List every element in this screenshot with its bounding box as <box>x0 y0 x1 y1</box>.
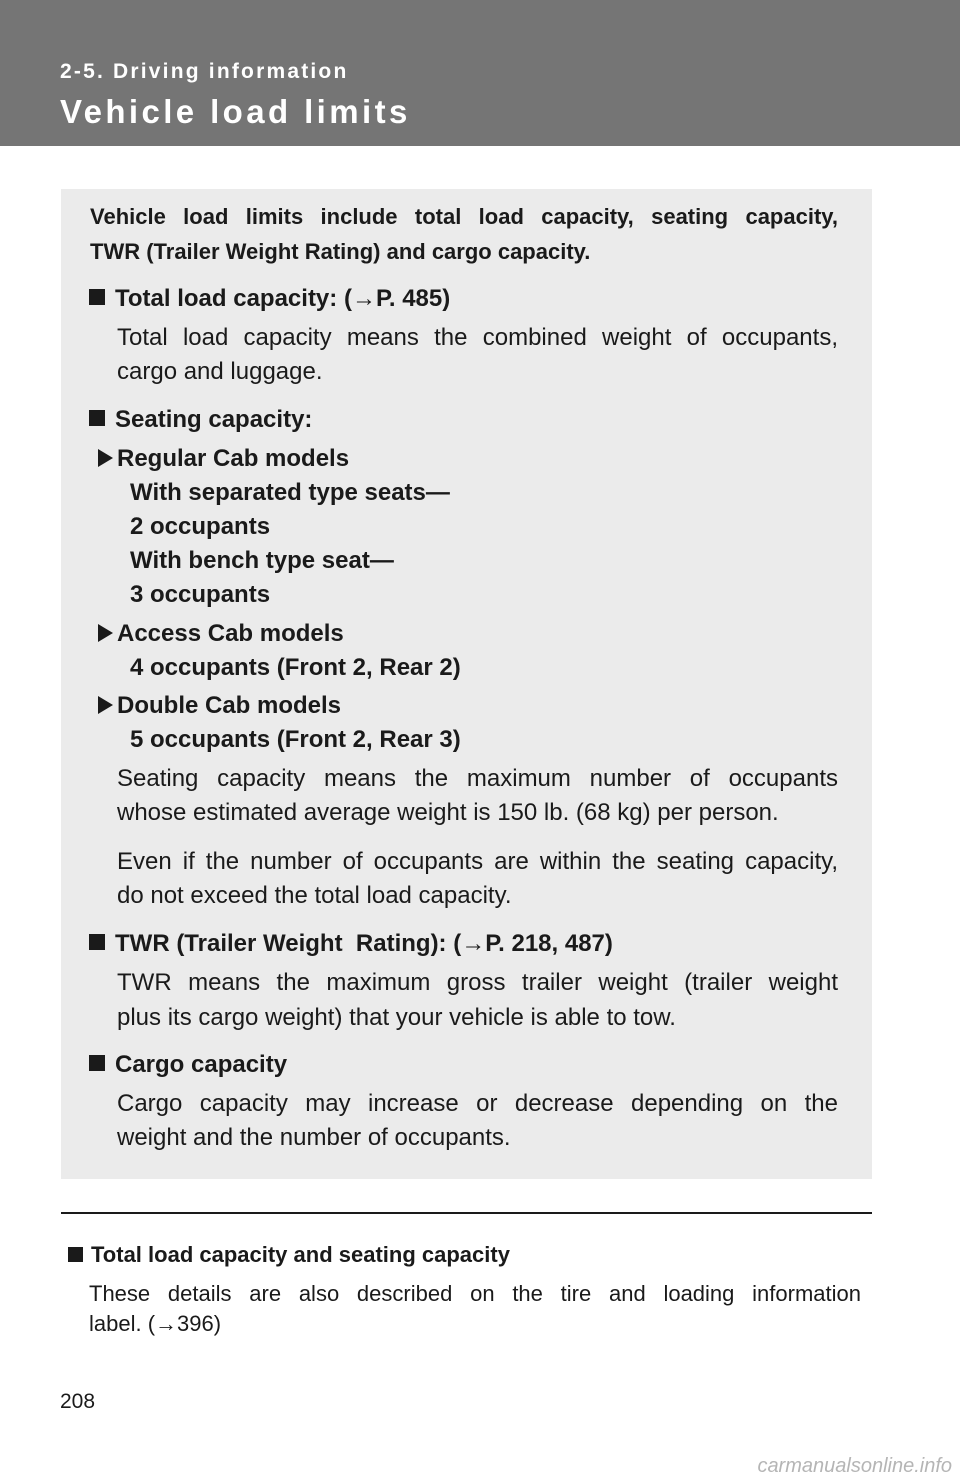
double-cab-title: Double Cab models <box>98 689 341 723</box>
chapter-header <box>0 0 960 146</box>
regular-cab-line-3: With bench type seat— <box>130 547 394 574</box>
regular-cab-line-4: 3 occupants <box>130 581 271 608</box>
section-label: 2-5. Driving information <box>60 60 349 83</box>
square-bullet-icon <box>89 1055 105 1071</box>
square-bullet-icon <box>68 1247 83 1262</box>
intro-line-2: TWR (Trailer Weight Rating) and cargo capacity. <box>90 239 591 264</box>
page-title: Vehicle load limits <box>60 93 411 130</box>
seating-desc-line-1: Seating capacity means the maximum number of occupants <box>117 765 838 792</box>
page-number: 208 <box>60 1390 96 1413</box>
total-load-desc-line-2: cargo and luggage. <box>117 358 323 385</box>
triangle-bullet-icon <box>98 696 113 714</box>
triangle-bullet-icon <box>98 449 113 467</box>
footnote-heading: Total load capacity and seating capacity <box>68 1240 510 1270</box>
access-cab-title: Access Cab models <box>98 617 344 651</box>
watermark: carmanualsonline.info <box>757 1455 952 1477</box>
twr-desc-line-2: plus its cargo weight) that your vehicle is able to tow. <box>117 1004 676 1031</box>
arrow-right-icon: → <box>155 1311 178 1336</box>
cargo-desc-line-1: Cargo capacity may increase or decrease depending on the <box>117 1090 838 1117</box>
total-load-heading: Total load capacity: (→P. 485) <box>89 282 450 316</box>
triangle-bullet-icon <box>98 624 113 642</box>
arrow-right-icon: → <box>461 930 486 957</box>
intro-line-1: Vehicle load limits include total load capacity, seating capacity, <box>90 204 838 229</box>
seating-desc-line-2: whose estimated average weight is 150 lb. (68 kg) per person. <box>117 799 779 826</box>
cargo-desc-line-2: weight and the number of occupants. <box>117 1124 511 1151</box>
square-bullet-icon <box>89 934 105 950</box>
regular-cab-line-1: With separated type seats— <box>130 479 450 506</box>
square-bullet-icon <box>89 410 105 426</box>
access-cab-line-1: 4 occupants (Front 2, Rear 2) <box>130 654 461 681</box>
seating-heading: Seating capacity: <box>89 403 312 437</box>
double-cab-line-1: 5 occupants (Front 2, Rear 3) <box>130 726 461 753</box>
arrow-right-icon: → <box>351 285 376 312</box>
seating-note-line-1: Even if the number of occupants are within the seating capacity, <box>117 848 838 875</box>
seating-note-line-2: do not exceed the total load capacity. <box>117 882 512 909</box>
regular-cab-line-2: 2 occupants <box>130 513 271 540</box>
cargo-heading: Cargo capacity <box>89 1048 287 1082</box>
section-divider <box>61 1212 872 1214</box>
twr-heading: TWR (Trailer Weight Rating): (→P. 218, 487) <box>89 927 613 961</box>
twr-desc-line-1: TWR means the maximum gross trailer weight (trailer weight <box>117 969 838 996</box>
regular-cab-title: Regular Cab models <box>98 442 349 476</box>
total-load-desc-line-1: Total load capacity means the combined weight of occupants, <box>117 324 838 351</box>
square-bullet-icon <box>89 289 105 305</box>
footnote-line-2: label. (→396) <box>89 1311 222 1336</box>
footnote-line-1: These details are also described on the tire and loading information <box>89 1281 861 1306</box>
